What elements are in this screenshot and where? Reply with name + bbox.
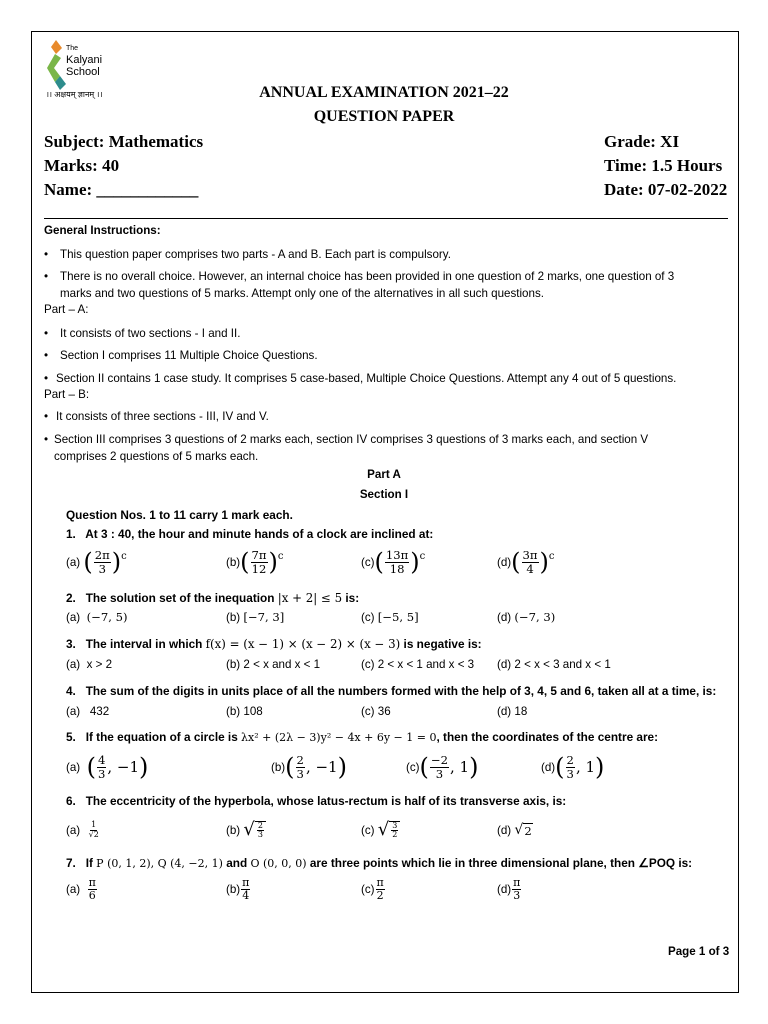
- option-label: (b): [226, 705, 241, 718]
- question-text: If: [85, 856, 97, 870]
- frac-num: π: [242, 875, 250, 889]
- frac-num: 7π: [251, 548, 267, 563]
- logo-line1: The: [66, 45, 79, 52]
- question-number: 4.: [66, 684, 76, 698]
- question-math: O (0, 0, 0): [250, 857, 307, 870]
- option-label: (d): [497, 555, 512, 569]
- option-value: (−7, 3): [514, 610, 556, 624]
- page-number: Page 1 of 3: [668, 945, 730, 958]
- instruction-item: comprises 2 questions of 5 marks each.: [54, 450, 259, 463]
- option-value: 108: [243, 705, 263, 718]
- question-2: [66, 591, 359, 605]
- option-value: , 1: [575, 758, 596, 776]
- exam-subtitle: QUESTION PAPER: [313, 108, 455, 125]
- question-4: [66, 684, 716, 698]
- frac-den: 3: [566, 766, 574, 781]
- option-value: , −1: [305, 758, 338, 776]
- option-sup: c: [419, 550, 426, 562]
- q7-option-d: [497, 872, 522, 906]
- q2-option-d: [497, 610, 555, 624]
- frac-num: 2: [566, 753, 574, 768]
- logo-mark: [44, 38, 66, 90]
- option-sup: c: [121, 550, 127, 562]
- option-value: 36: [377, 705, 391, 718]
- frac-num: π: [88, 875, 96, 889]
- q1-option-a: (a) ( $\frac{2\pi}{3}$ ) c: [66, 548, 127, 576]
- option-value: (−7, 5): [86, 610, 128, 624]
- option-value: , 1: [450, 758, 470, 776]
- option-label: (d): [497, 823, 512, 837]
- q5-option-b: (b) ( $\frac{2}{3}$ , −1 ): [271, 753, 347, 781]
- section-heading: Section I: [359, 488, 409, 501]
- q6-option-a: [66, 814, 101, 846]
- option-label: (b): [226, 658, 241, 671]
- question-text: The sum of the digits in units place of all the numbers formed with the help of 3, 4, 5 and 6, taken all at a time, is:: [85, 684, 717, 698]
- q6-option-b: (b) √ $\frac{2}{3}$: [226, 814, 266, 846]
- option-label: (b): [226, 611, 241, 624]
- option-label: (c): [361, 611, 375, 624]
- q3-option-b: [226, 658, 320, 671]
- question-number: 7.: [66, 856, 76, 870]
- frac-num: −2: [430, 753, 448, 768]
- option-label: (a): [66, 705, 81, 718]
- logo-line3: School: [66, 66, 100, 78]
- frac-num: 13π: [385, 548, 409, 563]
- frac-num: 2π: [94, 548, 110, 563]
- frac-den: 3: [98, 766, 106, 781]
- question-text: At 3 : 40, the hour and minute hands of a clock are inclined at:: [85, 527, 434, 541]
- instruction-item: Section II contains 1 case study. It comprises 5 case-based, Multiple Choice Questions. Attempt any 4 out of 5 questions.: [56, 372, 677, 385]
- option-label: (a): [66, 555, 81, 569]
- question-5: [66, 730, 658, 744]
- question-1: [66, 527, 433, 541]
- question-text: The interval in which: [85, 637, 206, 651]
- question-text: The eccentricity of the hyperbola, whose latus-rectum is half of its transverse axis, is:: [85, 794, 567, 808]
- option-label: (a): [66, 760, 81, 774]
- q1-option-c: (c) ( $\frac{13\pi}{18}$ ) c: [361, 548, 426, 576]
- instruction-bullet: •: [44, 410, 49, 423]
- q6-option-c: (c) √ $\frac{3}{2}$: [361, 814, 400, 846]
- question-number: 6.: [66, 794, 76, 808]
- option-label: (d): [497, 658, 512, 671]
- option-value: 2 < x and x < 1: [243, 658, 321, 671]
- logo-line2: Kalyani: [66, 54, 103, 66]
- q5-option-c: (c) ( $\frac{-2}{3}$ , 1 ): [406, 753, 479, 781]
- q2-option-c: [361, 610, 419, 624]
- question-math: f(x) = (x − 1) × (x − 2) × (x − 3): [205, 637, 401, 651]
- frac-den: 3: [98, 561, 106, 576]
- part-b-label: Part – B:: [44, 388, 90, 401]
- frac-den: 3: [513, 888, 521, 902]
- option-value: 2 < x < 3 and x < 1: [514, 658, 611, 671]
- instruction-item: It consists of three sections - III, IV and V.: [56, 410, 269, 423]
- option-label: (b): [226, 555, 241, 569]
- option-label: (d): [497, 611, 512, 624]
- frac-num: π: [513, 875, 521, 889]
- q7-option-a: [66, 872, 98, 906]
- instruction-item: Section III comprises 3 questions of 2 marks each, section IV comprises 3 questions of 3 marks each, and section V: [54, 433, 649, 446]
- option-label: (a): [66, 658, 81, 671]
- q3-option-a: [66, 658, 112, 671]
- q2-option-a: [66, 610, 128, 624]
- q3-option-d: [497, 658, 611, 671]
- part-a-label: Part – A:: [44, 303, 89, 316]
- instruction-bullet: •: [44, 248, 49, 261]
- q4-option-c: [361, 705, 391, 718]
- q3-option-c: [361, 658, 474, 671]
- q4-option-a: [66, 705, 109, 718]
- option-label: (d): [497, 705, 512, 718]
- logo-motto: ।। अक्षयम् ज्ञानम् ।।: [46, 90, 103, 99]
- option-sup: c: [277, 550, 284, 562]
- frac-den: 18: [389, 561, 405, 576]
- frac-den: 3: [435, 766, 444, 781]
- question-math: |x + 2| ≤ 5: [277, 591, 343, 605]
- exam-title: ANNUAL EXAMINATION 2021–22: [259, 84, 509, 101]
- q4-option-b: [226, 705, 263, 718]
- frac-num: 3π: [522, 548, 538, 563]
- q7-option-c: [361, 872, 386, 906]
- q7-option-b: [226, 872, 251, 906]
- instruction-bullet: •: [44, 270, 49, 283]
- frac-den: 2: [376, 888, 384, 902]
- frac-den: 2: [392, 830, 398, 839]
- header-divider: [44, 218, 728, 219]
- option-label: (d): [497, 882, 512, 896]
- frac-den: 3: [296, 766, 304, 781]
- question-7: [66, 856, 692, 870]
- question-text: The solution set of the inequation: [85, 591, 278, 605]
- instruction-item: It consists of two sections - I and II.: [60, 327, 241, 340]
- instruction-item: There is no overall choice. However, an internal choice has been provided in one question of 2 marks, one question of 3: [60, 270, 675, 283]
- section-note: Question Nos. 1 to 11 carry 1 mark each.: [66, 508, 293, 522]
- instruction-bullet: •: [44, 327, 49, 340]
- question-number: 2.: [66, 591, 76, 605]
- date-label: Date: 07-02-2022: [604, 180, 728, 199]
- name-field: Name: ____________: [44, 180, 199, 199]
- option-value: [−5, 5]: [377, 610, 419, 624]
- instruction-bullet: •: [44, 349, 49, 362]
- q6-option-d: (d) √ 2: [497, 821, 532, 838]
- question-text: are three points which lie in three dimensional plane, then ∠POQ is:: [306, 856, 693, 870]
- frac-den: 12: [251, 561, 267, 576]
- option-label: (c): [361, 705, 375, 718]
- option-label: (a): [66, 882, 81, 896]
- option-label: (b): [226, 882, 241, 896]
- question-3: [66, 637, 482, 651]
- question-number: 5.: [66, 730, 76, 744]
- question-6: [66, 794, 566, 808]
- subject-label: Subject: Mathematics: [44, 132, 204, 151]
- option-label: (a): [66, 611, 81, 624]
- time-label: Time: 1.5 Hours: [604, 156, 723, 175]
- instruction-item: marks and two questions of 5 marks. Attempt only one of the alternatives in all such questions.: [60, 287, 544, 300]
- marks-label: Marks: 40: [44, 156, 120, 175]
- instruction-item: This question paper comprises two parts - A and B. Each part is compulsory.: [60, 248, 451, 261]
- frac-num: 3: [392, 820, 398, 830]
- option-label: (d): [541, 760, 556, 774]
- frac-num: 1: [91, 820, 97, 830]
- frac-den: √2: [88, 829, 99, 839]
- instruction-bullet: •: [44, 433, 49, 446]
- question-number: 3.: [66, 637, 76, 651]
- question-text: is:: [342, 591, 360, 605]
- option-label: (c): [361, 658, 375, 671]
- option-value: [−7, 3]: [243, 610, 285, 624]
- option-value: 432: [89, 705, 110, 718]
- question-number: 1.: [66, 527, 76, 541]
- option-label: (c): [361, 555, 375, 569]
- option-sup: c: [548, 550, 555, 562]
- frac-den: 4: [526, 561, 534, 576]
- instruction-bullet: •: [44, 372, 49, 385]
- option-label: (c): [361, 823, 375, 837]
- option-label: (c): [361, 882, 375, 896]
- frac-num: π: [376, 875, 384, 889]
- frac-den: 4: [242, 888, 250, 902]
- option-value: 2 < x < 1 and x < 3: [377, 658, 475, 671]
- frac-den: 3: [257, 830, 263, 839]
- q1-option-d: (d) ( $\frac{3\pi}{4}$ ) c: [497, 548, 555, 576]
- q4-option-d: [497, 705, 527, 718]
- question-text: is negative is:: [400, 637, 482, 651]
- option-label: (b): [226, 823, 241, 837]
- q2-option-b: [226, 610, 284, 624]
- option-label: (b): [271, 760, 286, 774]
- frac-num: 2: [257, 820, 263, 830]
- question-text: , then the coordinates of the centre are:: [436, 730, 659, 744]
- question-text: If the equation of a circle is: [85, 730, 242, 744]
- option-label: (a): [66, 823, 81, 837]
- frac-num: 2: [296, 753, 304, 768]
- q1-option-b: (b) ( $\frac{7\pi}{12}$ ) c: [226, 548, 284, 576]
- q5-option-a: (a) ( $\frac{4}{3}$ , −1 ): [66, 753, 149, 781]
- option-value: , −1: [107, 758, 140, 776]
- option-value: 18: [514, 705, 528, 718]
- option-value: 2: [524, 823, 532, 838]
- question-math: λx² + (2λ − 3)y² − 4x + 6y − 1 = 0: [241, 731, 437, 744]
- q5-option-d: (d) ( $\frac{2}{3}$ , 1 ): [541, 753, 605, 781]
- instruction-item: Section I comprises 11 Multiple Choice Questions.: [60, 349, 318, 362]
- option-label: (c): [406, 760, 420, 774]
- frac-num: 4: [98, 753, 106, 768]
- question-text: and: [222, 856, 251, 870]
- part-heading: Part A: [367, 468, 401, 481]
- question-math: P (0, 1, 2), Q (4, −2, 1): [96, 857, 223, 870]
- option-value: x > 2: [86, 658, 113, 671]
- grade-label: Grade: XI: [604, 132, 680, 151]
- frac-den: 6: [88, 888, 96, 902]
- instructions-heading: General Instructions:: [44, 224, 161, 237]
